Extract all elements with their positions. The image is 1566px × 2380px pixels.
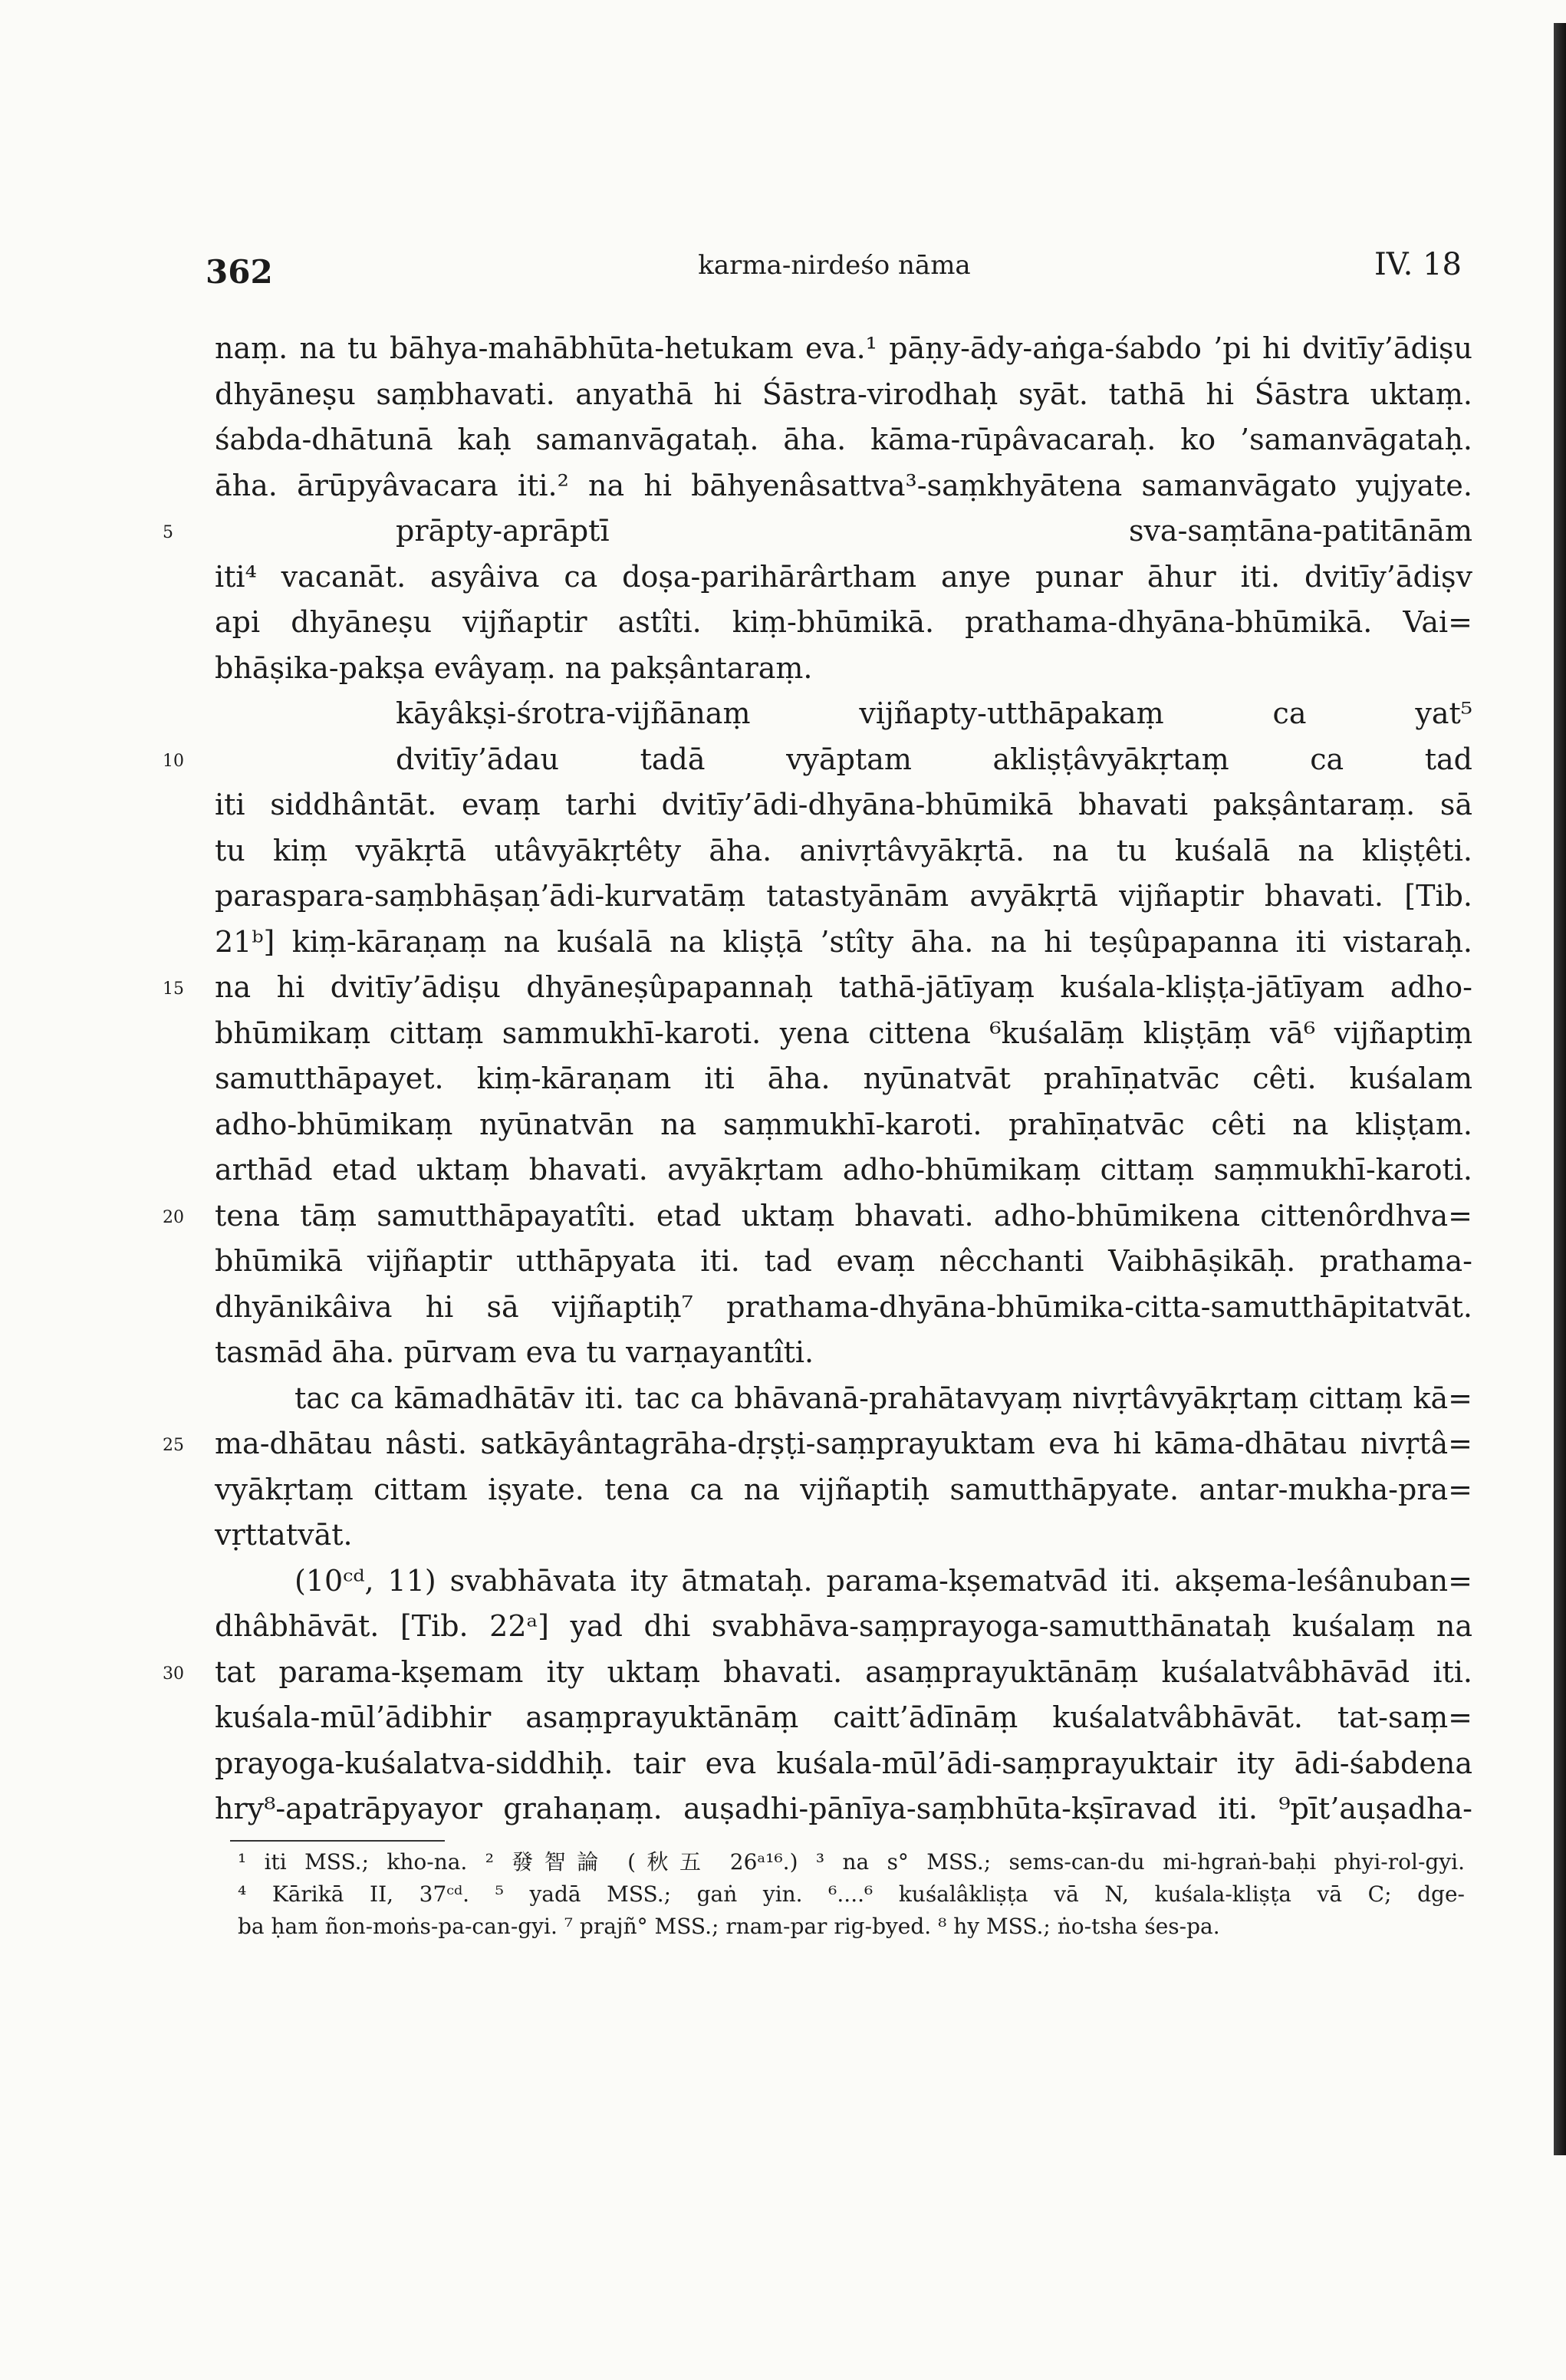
line-text: dhyānikâiva hi sā vijñaptiḥ⁷ prathama-dhyāna-bhūmika-citta-samutthāpitatvāt.	[215, 1289, 1472, 1324]
footnote-line: ba ḥam ñon-moṅs-pa-can-gyi. ⁷ prajñ° MSS.; rnam-par rig-byed. ⁸ hy MSS.; ṅo-tsha śes-pa.	[238, 1914, 1220, 1939]
text-line	[294, 1559, 1472, 1605]
line-text: naṃ. na tu bāhya-mahābhūta-hetukam eva.¹ pāṇy-ādy-aṅga-śabdo ’pi hi dvitīy’ādiṣu	[215, 331, 1472, 365]
line-text: bhāṣika-pakṣa evâyaṃ. na pakṣântaraṃ.	[215, 650, 813, 685]
line-text: tac ca kāmadhātāv iti. tac ca bhāvanā-prahātavyaṃ nivṛtâvyākṛtaṃ cittaṃ kā=	[294, 1381, 1472, 1415]
line-text: na hi dvitīy’ādiṣu dhyāneṣûpapannaḥ tathā-jātīyaṃ kuśala-kliṣṭa-jātīyam adho-	[215, 970, 1472, 1004]
text-line	[396, 691, 1472, 737]
footnote-line: ¹ iti MSS.; kho-na. ² 發智論 (秋五 26ᵃ¹⁶.) ³ na s° MSS.; sems-can-du mi-hgraṅ-baḥi phyi-rol-gyi.	[238, 1849, 1465, 1875]
line-text: tena tāṃ samutthāpayatîti. etad uktaṃ bhavati. adho-bhūmikena cittenôrdhva=	[215, 1198, 1472, 1233]
line-text: vṛttatvāt.	[215, 1518, 353, 1552]
text-line	[215, 828, 1472, 874]
text-line	[215, 1056, 1472, 1102]
line-text: samutthāpayet. kiṃ-kāraṇam iti āha. nyūnatvāt prahīṇatvāc cêti. kuśalam	[215, 1062, 1472, 1095]
running-header	[206, 247, 1463, 301]
line-text: vyākṛtaṃ cittam iṣyate. tena ca na vijñaptiḥ samutthāpyate. antar-mukha-pra=	[215, 1472, 1472, 1506]
line-number: 20	[163, 1207, 184, 1227]
text-line	[215, 1513, 1472, 1559]
line-text: arthād etad uktaṃ bhavati. avyākṛtam adho-bhūmikaṃ cittaṃ saṃmukhī-karoti.	[215, 1153, 1472, 1187]
line-text: 21ᵇ] kiṃ-kāraṇaṃ na kuśalā na kliṣṭā ’stîty āha. na hi teṣûpapanna iti vistaraḥ.	[215, 924, 1472, 959]
line-text: kāyâkṣi-śrotra-vijñānaṃ vijñapty-utthāpakaṃ ca yat⁵	[396, 696, 1472, 730]
text-line	[163, 1650, 1472, 1696]
text-line	[163, 1421, 1472, 1467]
line-text: tu kiṃ vyākṛtā utâvyākṛtêty āha. anivṛtâvyākṛtā. na tu kuśalā na kliṣṭêti.	[215, 833, 1472, 867]
line-text: (10ᶜᵈ, 11) svabhāvata ity ātmataḥ. parama-kṣematvād iti. akṣema-leśânuban=	[294, 1563, 1472, 1598]
page-number: 362	[206, 253, 273, 291]
footnote-rule	[230, 1840, 445, 1842]
line-text: api dhyāneṣu vijñaptir astîti. kiṃ-bhūmikā. prathama-dhyāna-bhūmikā. Vai=	[215, 605, 1472, 639]
text-line	[215, 1741, 1472, 1787]
text-line	[215, 1786, 1472, 1832]
line-text: prayoga-kuśalatva-siddhiḥ. tair eva kuśala-mūl’ādi-saṃprayuktair ity ādi-śabdena	[215, 1746, 1472, 1780]
line-text: tat parama-kṣemam ity uktaṃ bhavati. asaṃprayuktānāṃ kuśalatvâbhāvād iti.	[215, 1654, 1472, 1689]
text-line	[215, 646, 1472, 692]
line-text: ma-dhātau nâsti. satkāyântagrāha-dṛṣṭi-saṃprayuktam eva hi kāma-dhātau nivṛtâ=	[215, 1427, 1472, 1460]
line-text: adho-bhūmikaṃ nyūnatvān na saṃmukhī-karoti. prahīṇatvāc cêti na kliṣṭam.	[215, 1107, 1472, 1141]
text-line	[215, 555, 1472, 601]
text-line	[215, 372, 1472, 418]
line-text: hry⁸-apatrāpyayor grahaṇaṃ. auṣadhi-pānīya-saṃbhūta-kṣīravad iti. ⁹pīt’auṣadha-	[215, 1792, 1472, 1825]
line-text: iti siddhântāt. evaṃ tarhi dvitīy’ādi-dhyāna-bhūmikā bhavati pakṣântaraṃ. sā	[215, 788, 1472, 821]
text-line	[215, 600, 1472, 646]
line-text: bhūmikā vijñaptir utthāpyata iti. tad evaṃ nêcchanti Vaibhāṣikāḥ. prathama-	[215, 1244, 1472, 1278]
line-number: 15	[163, 979, 184, 999]
text-line	[215, 326, 1472, 372]
text-line	[215, 782, 1472, 828]
line-text: śabda-dhātunā kaḥ samanvāgataḥ. āha. kāma-rūpâvacaraḥ. ko ’samanvāgataḥ.	[215, 423, 1472, 456]
text-line	[215, 1011, 1472, 1057]
text-line	[215, 1604, 1472, 1650]
text-line	[215, 1285, 1472, 1331]
line-text: prāpty-aprāptī sva-saṃtāna-patitānām	[396, 514, 1472, 548]
text-line	[215, 920, 1472, 966]
text-line	[215, 1330, 1472, 1376]
section-reference: IV. 18	[1374, 247, 1462, 282]
line-text: tasmād āha. pūrvam eva tu varṇayantîti.	[215, 1335, 814, 1369]
line-number: 25	[163, 1436, 184, 1455]
text-line	[215, 1102, 1472, 1148]
running-title: karma-nirdeśo nāma	[698, 250, 971, 281]
text-line	[163, 737, 1472, 783]
text-line	[215, 463, 1472, 509]
line-number: 30	[163, 1664, 184, 1684]
footnote-line: ⁴ Kārikā II, 37ᶜᵈ. ⁵ yadā MSS.; gaṅ yin. ⁶....⁶ kuśalâkliṣṭa vā N, kuśala-kliṣṭa vā C; dge-	[238, 1881, 1465, 1907]
text-line	[163, 1193, 1472, 1239]
text-line	[215, 417, 1472, 463]
line-text: kuśala-mūl’ādibhir asaṃprayuktānāṃ caitt’ādīnāṃ kuśalatvâbhāvāt. tat-saṃ=	[215, 1700, 1472, 1734]
line-text: paraspara-saṃbhāṣaṇ’ādi-kurvatāṃ tatastyānām avyākṛtā vijñaptir bhavati. [Tib.	[215, 879, 1472, 913]
text-line	[215, 1695, 1472, 1741]
text-line	[215, 1467, 1472, 1513]
footnotes	[238, 1846, 1465, 1943]
line-text: dvitīy’ādau tadā vyāptam akliṣṭâvyākṛtaṃ ca tad	[396, 742, 1472, 776]
line-text: dhyāneṣu saṃbhavati. anyathā hi Śāstra-virodhaḥ syāt. tathā hi Śāstra uktaṃ.	[215, 377, 1472, 411]
line-text: dhâbhāvāt. [Tib. 22ᵃ] yad dhi svabhāva-saṃprayoga-samutthānataḥ kuśalaṃ na	[215, 1609, 1472, 1643]
line-number: 5	[163, 523, 173, 542]
line-text: bhūmikaṃ cittaṃ sammukhī-karoti. yena cittena ⁶kuśalāṃ kliṣṭāṃ vā⁶ vijñaptiṃ	[215, 1016, 1472, 1050]
line-text: āha. ārūpyâvacara iti.² na hi bāhyenâsattva³-saṃkhyātena samanvāgato yujyate.	[215, 468, 1472, 502]
line-number: 10	[163, 751, 184, 771]
text-line	[215, 1147, 1472, 1193]
text-line	[294, 1376, 1472, 1422]
page-edge-shadow	[1554, 23, 1566, 2155]
line-text: iti⁴ vacanāt. asyâiva ca doṣa-parihārârtham anye punar āhur iti. dvitīy’ādiṣv	[215, 559, 1472, 594]
text-line	[163, 509, 1472, 555]
text-line	[215, 1239, 1472, 1285]
text-line	[163, 965, 1472, 1011]
main-text	[163, 326, 1472, 1832]
text-line	[215, 874, 1472, 920]
